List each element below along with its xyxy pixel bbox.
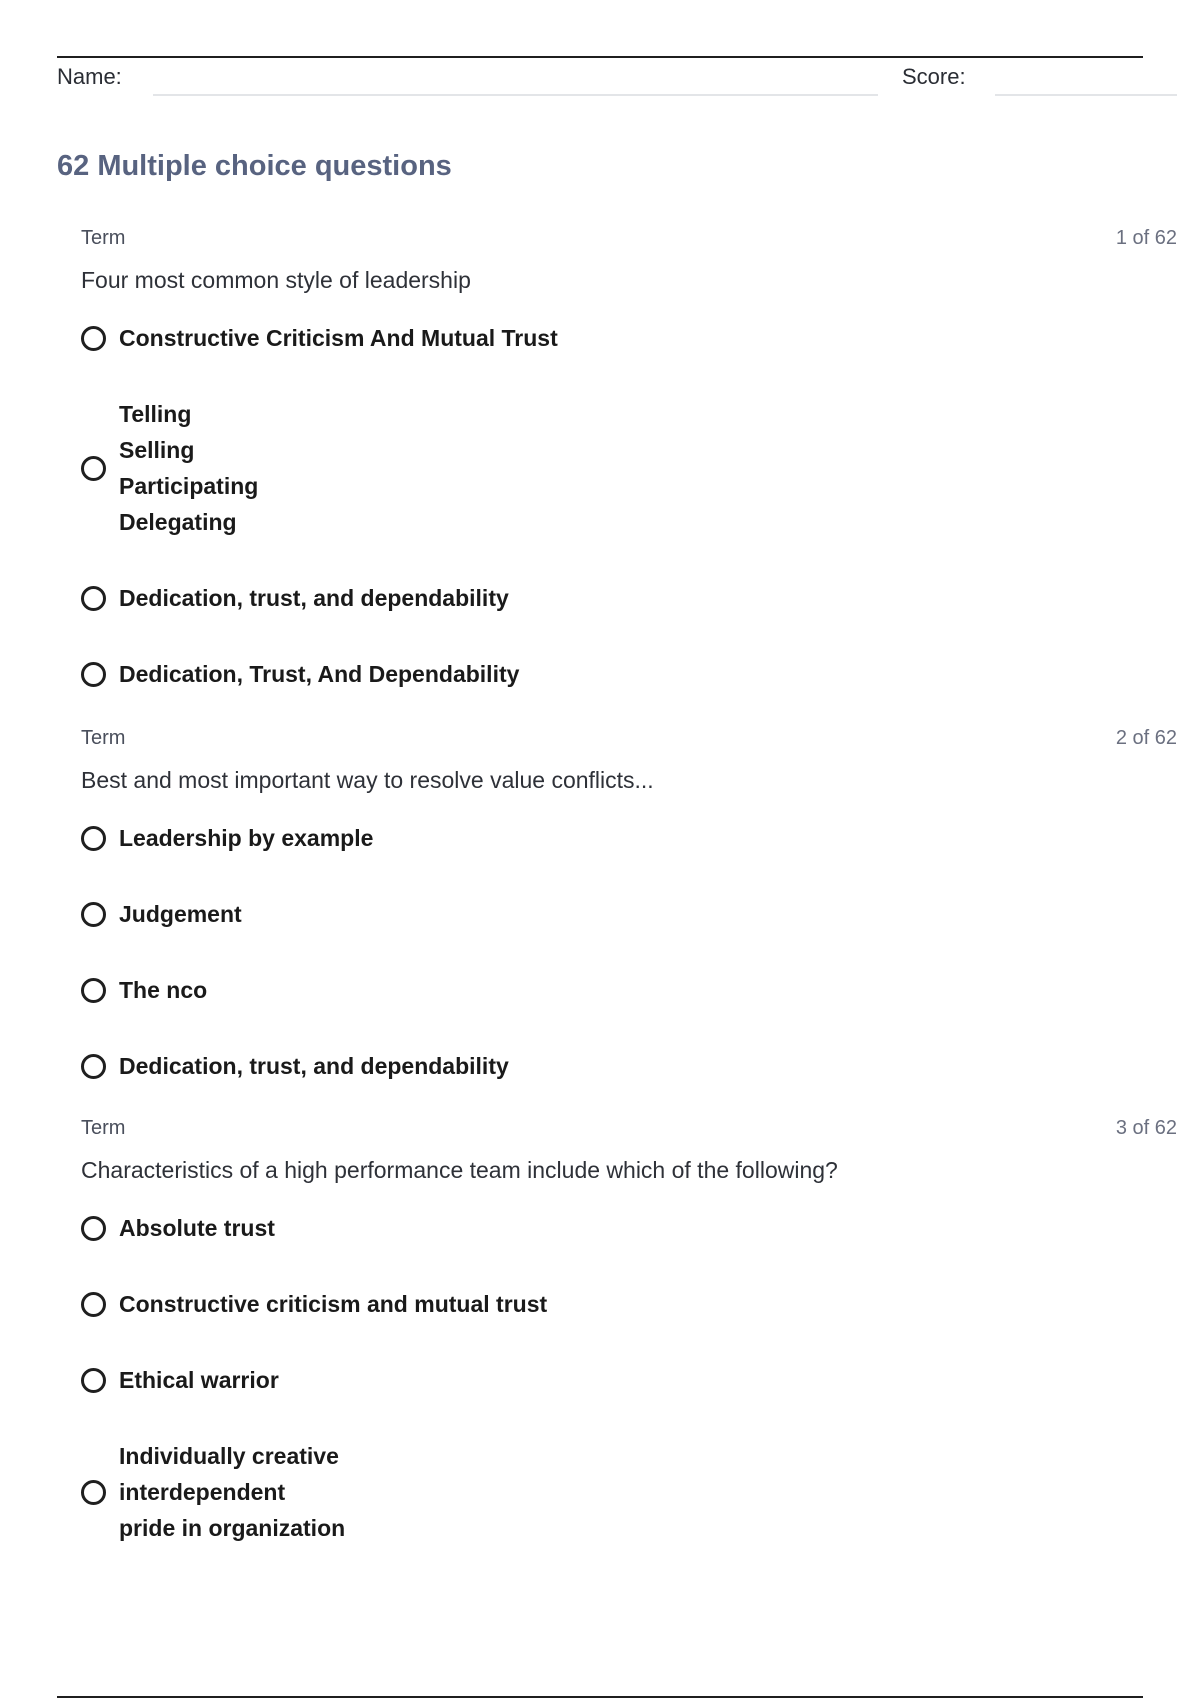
radio-button-icon[interactable] <box>81 326 106 351</box>
answer-option-text: Absolute trust <box>119 1215 275 1241</box>
answer-option[interactable] <box>81 896 1177 932</box>
answer-option-text: Constructive Criticism And Mutual Trust <box>119 325 558 351</box>
answer-option-text: Ethical warrior <box>119 1367 279 1393</box>
radio-button-icon[interactable] <box>81 586 106 611</box>
answer-option[interactable] <box>81 656 1177 692</box>
radio-button-icon[interactable] <box>81 826 106 851</box>
name-field[interactable] <box>153 94 878 96</box>
radio-button-icon[interactable] <box>81 662 106 687</box>
radio-button-icon[interactable] <box>81 1480 106 1505</box>
question-3 <box>81 1117 1177 1586</box>
question-prompt: Characteristics of a high performance team include which of the following? <box>81 1157 838 1183</box>
answer-option[interactable] <box>81 580 1177 616</box>
question-2 <box>81 727 1177 1124</box>
question-term-label: Term <box>81 227 126 249</box>
radio-button-icon[interactable] <box>81 1368 106 1393</box>
answer-option-text: Leadership by example <box>119 825 374 851</box>
answer-option-text: Dedication, trust, and dependability <box>119 1053 509 1079</box>
question-prompt: Four most common style of leadership <box>81 267 471 293</box>
score-label: Score: <box>902 64 966 89</box>
question-number: 3 of 62 <box>1115 1117 1177 1139</box>
answer-option-text: Telling Selling Participating Delegating <box>119 401 259 535</box>
answer-option[interactable] <box>81 820 1177 856</box>
answer-option[interactable] <box>81 1210 1177 1246</box>
question-1 <box>81 227 1177 732</box>
answer-option[interactable] <box>81 320 1177 356</box>
answer-option[interactable] <box>81 396 1177 540</box>
bottom-rule <box>57 1696 1143 1698</box>
question-number: 2 of 62 <box>1115 727 1177 749</box>
answer-option-text: The nco <box>119 977 208 1003</box>
answer-option[interactable] <box>81 1438 1177 1546</box>
score-field[interactable] <box>995 94 1177 96</box>
answer-option[interactable] <box>81 1362 1177 1398</box>
radio-button-icon[interactable] <box>81 456 106 481</box>
question-prompt: Best and most important way to resolve value conflicts... <box>81 767 654 793</box>
question-term-label: Term <box>81 1117 126 1139</box>
answer-option-text: Dedication, Trust, And Dependability <box>119 661 520 687</box>
radio-button-icon[interactable] <box>81 1054 106 1079</box>
answer-option-text: Constructive criticism and mutual trust <box>119 1291 548 1317</box>
name-label: Name: <box>57 64 122 89</box>
answer-option[interactable] <box>81 1048 1177 1084</box>
answer-option-text: Individually creative interdependent pride in organization <box>119 1443 346 1541</box>
top-rule <box>57 56 1143 58</box>
radio-button-icon[interactable] <box>81 1216 106 1241</box>
answer-option-text: Judgement <box>119 901 242 927</box>
radio-button-icon[interactable] <box>81 978 106 1003</box>
question-term-label: Term <box>81 727 126 749</box>
answer-option[interactable] <box>81 1286 1177 1322</box>
answer-option-text: Dedication, trust, and dependability <box>119 585 509 611</box>
radio-button-icon[interactable] <box>81 1292 106 1317</box>
radio-button-icon[interactable] <box>81 902 106 927</box>
section-title: 62 Multiple choice questions <box>57 150 452 182</box>
question-number: 1 of 62 <box>1115 227 1177 249</box>
answer-option[interactable] <box>81 972 1177 1008</box>
